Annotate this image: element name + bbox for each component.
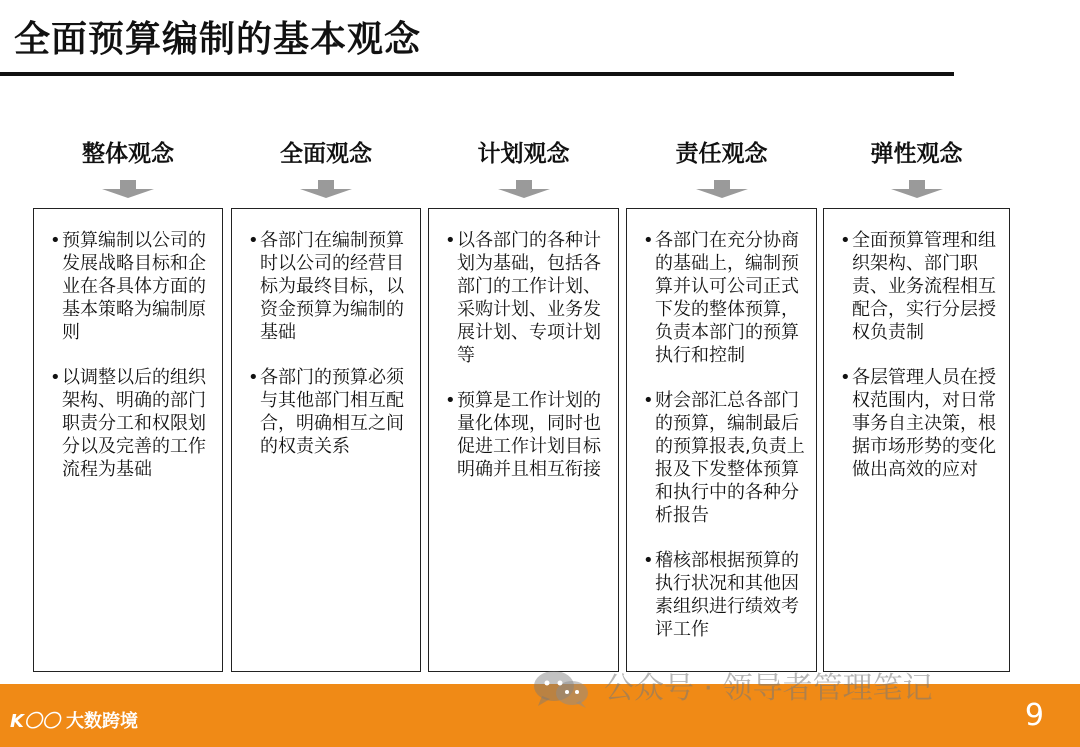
bullet-item: • 以各部门的各种计划为基础，包括各部门的工作计划、采购计划、业务发展计划、专项计划等	[445, 229, 608, 367]
bullet-item: • 各部门在编制预算时以公司的经营目标为最终目标，以资金预算为编制的基础	[248, 229, 410, 344]
column-flexibility	[823, 130, 1010, 672]
column-box	[33, 208, 223, 672]
logo-mark-icon: K〇〇	[10, 711, 60, 732]
column-responsibility	[626, 130, 817, 672]
column-heading: 计划观念	[477, 141, 570, 167]
column-box	[626, 208, 817, 672]
slide-title: 全面预算编制的基本观念	[14, 19, 422, 60]
bullet-item: • 各层管理人员在授权范围内，对日常事务自主决策，根据市场形势的变化做出高效的应对	[840, 366, 999, 481]
column-heading: 责任观念	[675, 141, 768, 167]
column-heading: 弹性观念	[870, 141, 963, 167]
bullet-item: • 稽核部根据预算的执行状况和其他因素组织进行绩效考评工作	[643, 549, 806, 641]
bullet-item: • 各部门在充分协商的基础上，编制预算并认可公司正式下发的整体预算，负责本部门的预算执行和控制	[643, 229, 806, 367]
bullet-list	[445, 229, 608, 481]
down-arrow-icon	[98, 180, 158, 198]
bullet-item: • 以调整以后的组织架构、明确的部门职责分工和权限划分以及完善的工作流程为基础	[50, 366, 212, 481]
down-arrow-icon	[296, 180, 356, 198]
column-comprehensive	[231, 130, 421, 672]
down-arrow-icon	[494, 180, 554, 198]
bullet-item: • 预算编制以公司的发展战略目标和企业在各具体方面的基本策略为编制原则	[50, 229, 212, 344]
bullet-list	[50, 229, 212, 481]
bullet-item: • 财会部汇总各部门的预算，编制最后的预算报表,负责上报及下发整体预算和执行中的各种分析报告	[643, 389, 806, 527]
column-box	[823, 208, 1010, 672]
watermark-text: 公众号 · 领导者管理笔记	[604, 671, 933, 706]
page-number: 9	[1024, 698, 1044, 733]
column-heading: 全面观念	[280, 141, 372, 167]
column-plan	[428, 130, 619, 672]
title-underline	[0, 72, 954, 76]
down-arrow-icon	[887, 180, 947, 198]
wechat-icon	[532, 668, 590, 710]
down-arrow-icon	[692, 180, 752, 198]
watermark	[532, 668, 933, 710]
bullet-item: • 预算是工作计划的量化体现，同时也促进工作计划目标明确并且相互衔接	[445, 389, 608, 481]
bullet-list	[643, 229, 806, 641]
column-box	[231, 208, 421, 672]
logo-text: 大数跨境	[65, 711, 138, 732]
bullet-item: • 全面预算管理和组织架构、部门职责、业务流程相互配合，实行分层授权负责制	[840, 229, 999, 344]
column-box	[428, 208, 619, 672]
footer-logo	[10, 710, 138, 734]
bullet-list	[248, 229, 410, 458]
bullet-item: • 各部门的预算必须与其他部门相互配合，明确相互之间的权责关系	[248, 366, 410, 458]
column-overall	[33, 130, 223, 672]
bullet-list	[840, 229, 999, 481]
column-heading: 整体观念	[82, 141, 174, 167]
